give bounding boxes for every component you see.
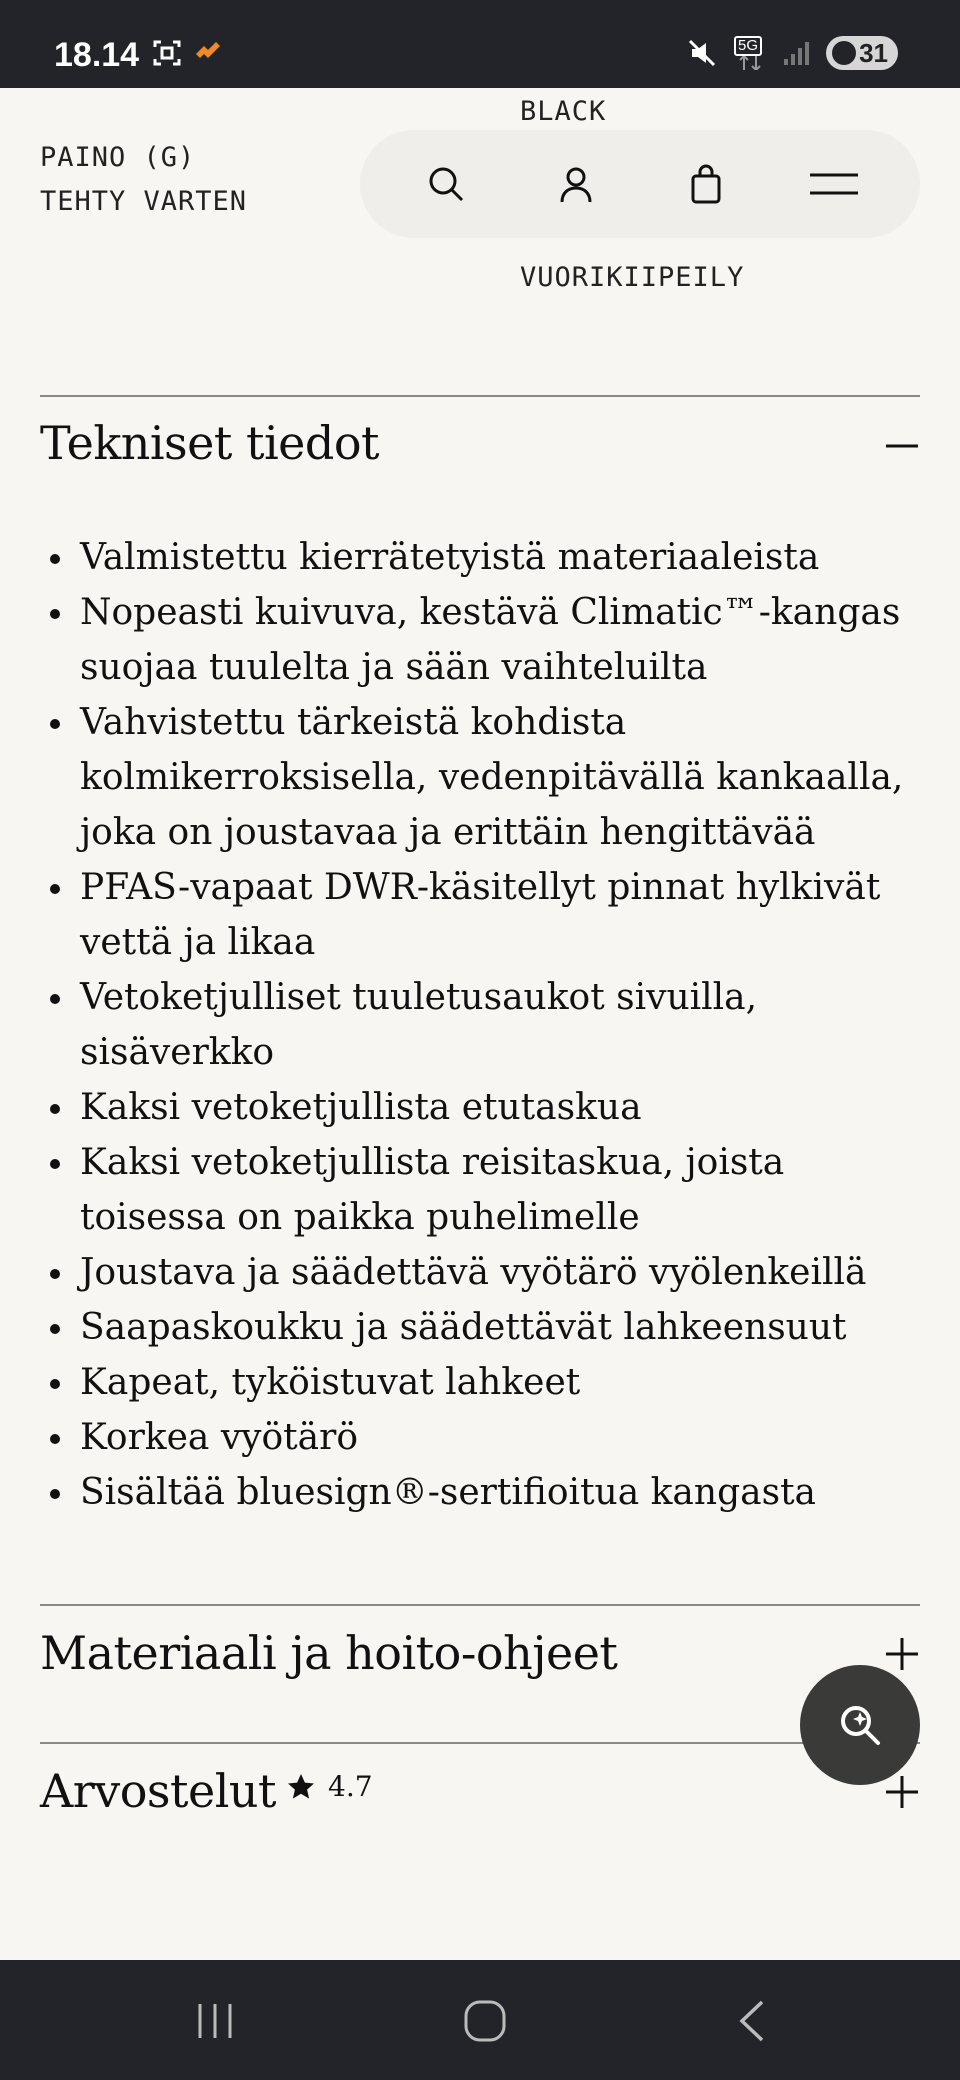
- list-item: Kaksi vetoketjullista reisitaskua, joista toisessa on paikka puhelimelle: [40, 1135, 920, 1245]
- list-item: PFAS-vapaat DWR-käsitellyt pinnat hylkivät vettä ja likaa: [40, 860, 920, 970]
- color-value: BLACK: [520, 96, 607, 127]
- section-divider: [40, 1604, 920, 1606]
- star-icon: [286, 1772, 316, 1802]
- list-item: Vetoketjulliset tuuletusaukot sivuilla, sisäverkko: [40, 970, 920, 1080]
- list-item: Kaksi vetoketjullista etutaskua: [40, 1080, 920, 1135]
- technical-section-title[interactable]: Tekniset tiedot: [40, 416, 380, 470]
- screenshot-icon: [152, 38, 182, 68]
- status-icons: [686, 36, 898, 70]
- account-button[interactable]: [550, 158, 602, 210]
- recent-apps-icon[interactable]: [192, 1998, 238, 2044]
- list-item: Sisältää bluesign®-sertifioitua kangasta: [40, 1465, 920, 1520]
- system-navigation-bar: [0, 1960, 960, 2080]
- account-icon: [556, 164, 596, 204]
- battery-level: 31: [859, 37, 888, 68]
- mute-icon: [686, 37, 718, 69]
- network-label: 5G: [734, 36, 762, 56]
- header-toolbar: [360, 130, 920, 238]
- list-item: Korkea vyötärö: [40, 1410, 920, 1465]
- list-item: Valmistettu kierrätetyistä materiaaleista: [40, 530, 920, 585]
- menu-icon: [808, 169, 860, 199]
- battery-indicator: [826, 36, 898, 70]
- menu-button[interactable]: [804, 158, 864, 210]
- plus-icon[interactable]: [884, 1636, 920, 1672]
- list-item: Joustava ja säädettävä vyötärö vyölenkeillä: [40, 1245, 920, 1300]
- app-notification-icon: [192, 38, 222, 68]
- rating: [286, 1770, 373, 1803]
- plus-icon[interactable]: [884, 1774, 920, 1810]
- weight-label: PAINO (G): [40, 142, 196, 173]
- status-bar: [0, 0, 960, 88]
- list-item: Vahvistettu tärkeistä kohdista kolmikerroksisella, vedenpitävällä kankaalla, joka on joustavaa ja erittäin hengittävää: [40, 695, 920, 860]
- section-divider: [40, 1742, 920, 1744]
- section-divider: [40, 395, 920, 397]
- technical-features-list: [40, 530, 920, 1520]
- list-item: Saapaskoukku ja säädettävät lahkeensuut: [40, 1300, 920, 1355]
- sparkle-search-icon: [834, 1699, 886, 1751]
- leaf-icon: [832, 41, 856, 65]
- search-icon: [426, 164, 466, 204]
- bag-icon: [686, 164, 726, 204]
- minus-icon[interactable]: [884, 428, 920, 464]
- signal-icon: [782, 39, 810, 67]
- materials-section-title[interactable]: Materiaali ja hoito-ohjeet: [40, 1626, 618, 1680]
- made-for-label: TEHTY VARTEN: [40, 186, 248, 217]
- reviews-section-title[interactable]: Arvostelut: [40, 1764, 277, 1818]
- data-arrows-icon: [734, 56, 766, 70]
- bag-button[interactable]: [680, 158, 732, 210]
- visual-search-button[interactable]: [800, 1665, 920, 1785]
- search-button[interactable]: [420, 158, 472, 210]
- status-time: 18.14: [54, 36, 140, 74]
- network-indicator: [734, 36, 766, 70]
- home-icon[interactable]: [462, 1998, 508, 2044]
- back-icon[interactable]: [730, 1998, 776, 2044]
- list-item: Kapeat, tyköistuvat lahkeet: [40, 1355, 920, 1410]
- made-for-value: VUORIKIIPEILY: [520, 262, 745, 293]
- list-item: Nopeasti kuivuva, kestävä Climatic™-kangas suojaa tuulelta ja sään vaihteluilta: [40, 585, 920, 695]
- rating-value: 4.7: [328, 1770, 373, 1803]
